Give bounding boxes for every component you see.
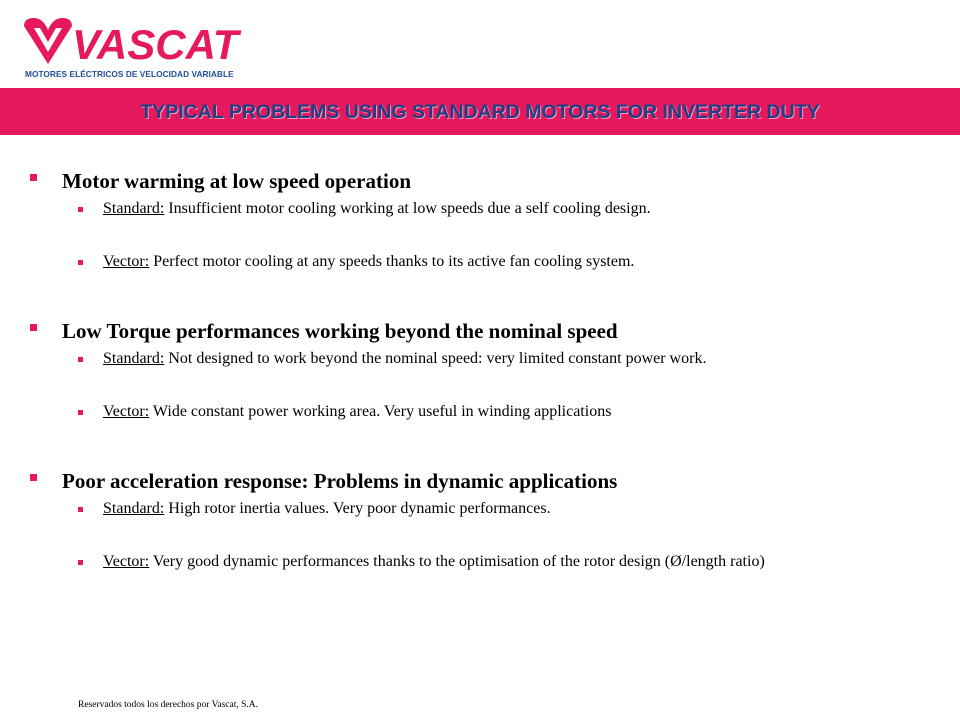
item-text	[103, 200, 651, 218]
item-text	[103, 403, 611, 421]
square-bullet-icon	[30, 324, 37, 331]
section-heading	[0, 316, 960, 346]
heading-text: Low Torque performances working beyond the nominal speed	[62, 319, 618, 343]
vascat-logo-mark	[22, 16, 262, 68]
logo-tagline: MOTORES ELÉCTRICOS DE VELOCIDAD VARIABLE	[25, 69, 234, 79]
slide-title: TYPICAL PROBLEMS USING STANDARD MOTORS FOR INVERTER DUTY	[140, 101, 820, 123]
item-label: Vector:	[103, 553, 150, 570]
item-text	[103, 350, 706, 368]
item-description: Very good dynamic performances thanks to the optimisation of the rotor design (Ø/length ratio)	[149, 553, 765, 570]
heart-v-icon	[24, 18, 72, 64]
item-label: Standard:	[103, 500, 165, 517]
vascat-logo	[22, 16, 262, 82]
item-label: Vector:	[103, 403, 150, 420]
item-description: Wide constant power working area. Very useful in winding applications	[149, 403, 612, 420]
title-banner	[0, 88, 960, 135]
heading-text: Poor acceleration response: Problems in dynamic applications	[62, 469, 618, 493]
heading-text: Motor warming at low speed operation	[62, 169, 411, 193]
square-bullet-icon	[30, 474, 37, 481]
square-bullet-icon	[78, 560, 83, 565]
section-heading	[0, 166, 960, 196]
logo-wordmark: VASCAT	[72, 21, 239, 68]
item-label: Standard:	[103, 350, 165, 367]
square-bullet-icon	[78, 357, 83, 362]
copyright-footer: Reservados todos los derechos por Vascat, S.A.	[78, 700, 259, 710]
square-bullet-icon	[78, 260, 83, 265]
square-bullet-icon	[78, 207, 83, 212]
item-label: Vector:	[103, 253, 150, 270]
item-text	[103, 253, 634, 271]
section-motor-warming	[0, 166, 960, 270]
item-description: Not designed to work beyond the nominal speed: very limited constant power work.	[164, 350, 707, 367]
square-bullet-icon	[78, 507, 83, 512]
item-description: Perfect motor cooling at any speeds thanks to its active fan cooling system.	[149, 253, 635, 270]
item-label: Standard:	[103, 200, 165, 217]
section-acceleration	[0, 466, 960, 570]
section-heading	[0, 466, 960, 496]
item-description: Insufficient motor cooling working at low speeds due a self cooling design.	[164, 200, 651, 217]
item-text	[103, 553, 765, 571]
section-low-torque	[0, 316, 960, 420]
item-text	[103, 500, 551, 518]
square-bullet-icon	[30, 174, 37, 181]
item-description: High rotor inertia values. Very poor dynamic performances.	[164, 500, 551, 517]
square-bullet-icon	[78, 410, 83, 415]
